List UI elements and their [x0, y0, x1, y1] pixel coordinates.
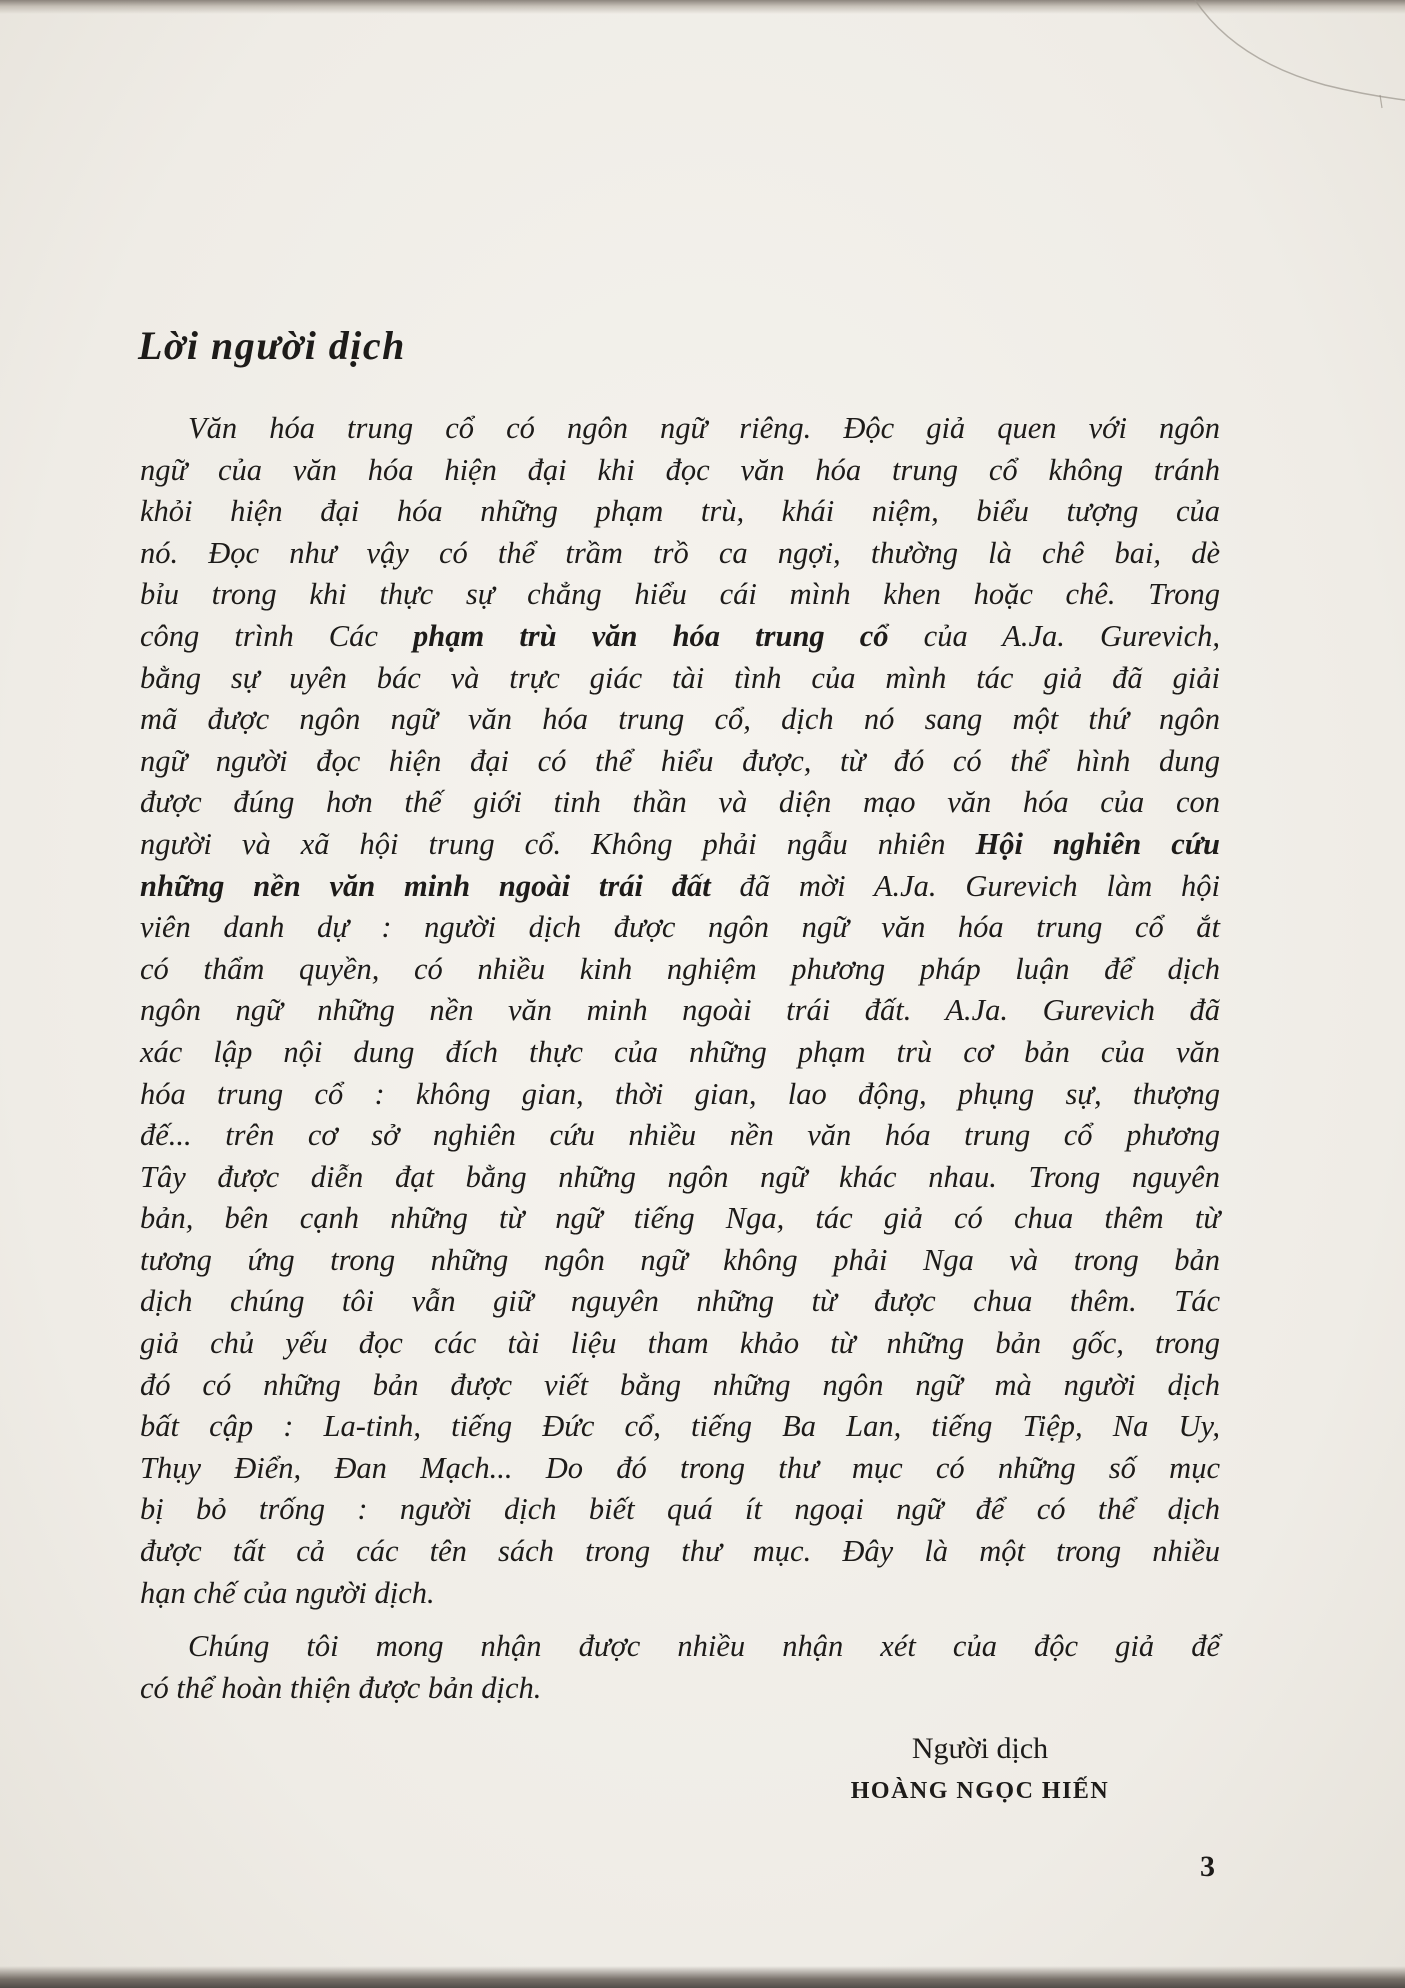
- text-line: bản, bên cạnh những từ ngữ tiếng Nga, tác giả có chua thêm từ: [140, 1201, 1220, 1236]
- text-line: Văn hóa trung cổ có ngôn ngữ riêng. Độc giả quen với ngôn: [188, 411, 1220, 445]
- text-line: dịch chúng tôi vẫn giữ nguyên những từ được chua thêm. Tác: [140, 1284, 1220, 1319]
- text-segment: đã mời A.Ja. Gurevich làm hội: [739, 868, 1220, 903]
- text-line: mã được ngôn ngữ văn hóa trung cổ, dịch nó sang một thứ ngôn: [140, 702, 1220, 737]
- text-line: bỉu trong khi thực sự chẳng hiểu cái mình khen hoặc chê. Trong: [140, 577, 1220, 612]
- text-line: nó. Đọc như vậy có thể trầm trồ ca ngợi, thường là chê bai, dè: [140, 535, 1220, 570]
- text-line: hạn chế của người dịch.: [140, 1575, 435, 1610]
- text-line: hóa trung cổ : không gian, thời gian, lao động, phụng sự, thượng: [140, 1076, 1220, 1111]
- paragraph-2: [140, 1626, 1220, 1709]
- text-line-society-name: [140, 824, 1220, 866]
- paragraph-spacer: [140, 1614, 1220, 1626]
- text-line-society-name: [140, 866, 1220, 908]
- page-heading: Lời người dịch: [138, 323, 406, 368]
- text-line: đế... trên cơ sở nghiên cứu nhiều nền văn hóa trung cổ phương: [140, 1118, 1220, 1153]
- text-line: ngôn ngữ những nền văn minh ngoài trái đất. A.Ja. Gurevich đã: [140, 993, 1220, 1028]
- text-line: được tất cả các tên sách trong thư mục. Đây là một trong nhiều: [140, 1534, 1220, 1569]
- text-line: tương ứng trong những ngôn ngữ không phải Nga và trong bản: [140, 1242, 1220, 1277]
- text-line: bị bỏ trống : người dịch biết quá ít ngoại ngữ để có thể dịch: [140, 1492, 1220, 1527]
- text-line: có thẩm quyền, có nhiều kinh nghiệm phương pháp luận để dịch: [140, 951, 1220, 986]
- text-line: Tây được diễn đạt bằng những ngôn ngữ khác nhau. Trong nguyên: [140, 1159, 1220, 1194]
- text-line: có thể hoàn thiện được bản dịch.: [140, 1670, 542, 1705]
- text-line: xác lập nội dung đích thực của những phạm trù cơ bản của văn: [140, 1034, 1220, 1069]
- text-line: giả chủ yếu đọc các tài liệu tham khảo từ những bản gốc, trong: [140, 1326, 1220, 1361]
- translator-note-body: [140, 408, 1220, 1709]
- text-segment: người và xã hội trung cổ. Không phải ngẫu nhiên: [140, 826, 946, 861]
- text-line: được đúng hơn thế giới tinh thần và diện mạo văn hóa của con: [140, 785, 1220, 820]
- text-line: Chúng tôi mong nhận được nhiều nhận xét của độc giả để: [188, 1629, 1220, 1664]
- society-name-emphasis: những nền văn minh ngoài trái đất: [140, 868, 711, 903]
- text-line: ngữ người đọc hiện đại có thể hiểu được, từ đó có thể hình dung: [140, 743, 1220, 778]
- signature-role: Người dịch: [911, 1732, 1049, 1765]
- text-segment: công trình Các: [140, 618, 378, 653]
- text-line: Thụy Điển, Đan Mạch... Do đó trong thư mục có những số mục: [140, 1450, 1220, 1485]
- text-line: ngữ của văn hóa hiện đại khi đọc văn hóa trung cổ không tránh: [140, 452, 1220, 487]
- book-title-emphasis: phạm trù văn hóa trung cổ: [413, 618, 889, 653]
- translator-name: HOÀNG NGỌC HIẾN: [850, 1778, 1110, 1804]
- text-segment: của A.Ja. Gurevich,: [923, 618, 1220, 653]
- text-line-book-title: [140, 616, 1220, 658]
- text-line: khỏi hiện đại hóa những phạm trù, khái niệm, biểu tượng của: [140, 494, 1220, 529]
- paragraph-1: [140, 408, 1220, 1614]
- page-bottom-edge-shadow: [0, 1966, 1405, 1988]
- text-line: bằng sự uyên bác và trực giác tài tình của mình tác giả đã giải: [140, 660, 1220, 695]
- text-line: bất cập : La-tinh, tiếng Đức cổ, tiếng Ba Lan, tiếng Tiệp, Na Uy,: [140, 1409, 1220, 1444]
- text-line: đó có những bản được viết bằng những ngôn ngữ mà người dịch: [140, 1367, 1220, 1402]
- page-corner-crease: [1175, 0, 1405, 140]
- translator-signature: [820, 1732, 1140, 1805]
- page-number: 3: [1200, 1850, 1215, 1883]
- text-line: viên danh dự : người dịch được ngôn ngữ văn hóa trung cổ ắt: [140, 910, 1220, 945]
- society-name-emphasis: Hội nghiên cứu: [975, 826, 1220, 861]
